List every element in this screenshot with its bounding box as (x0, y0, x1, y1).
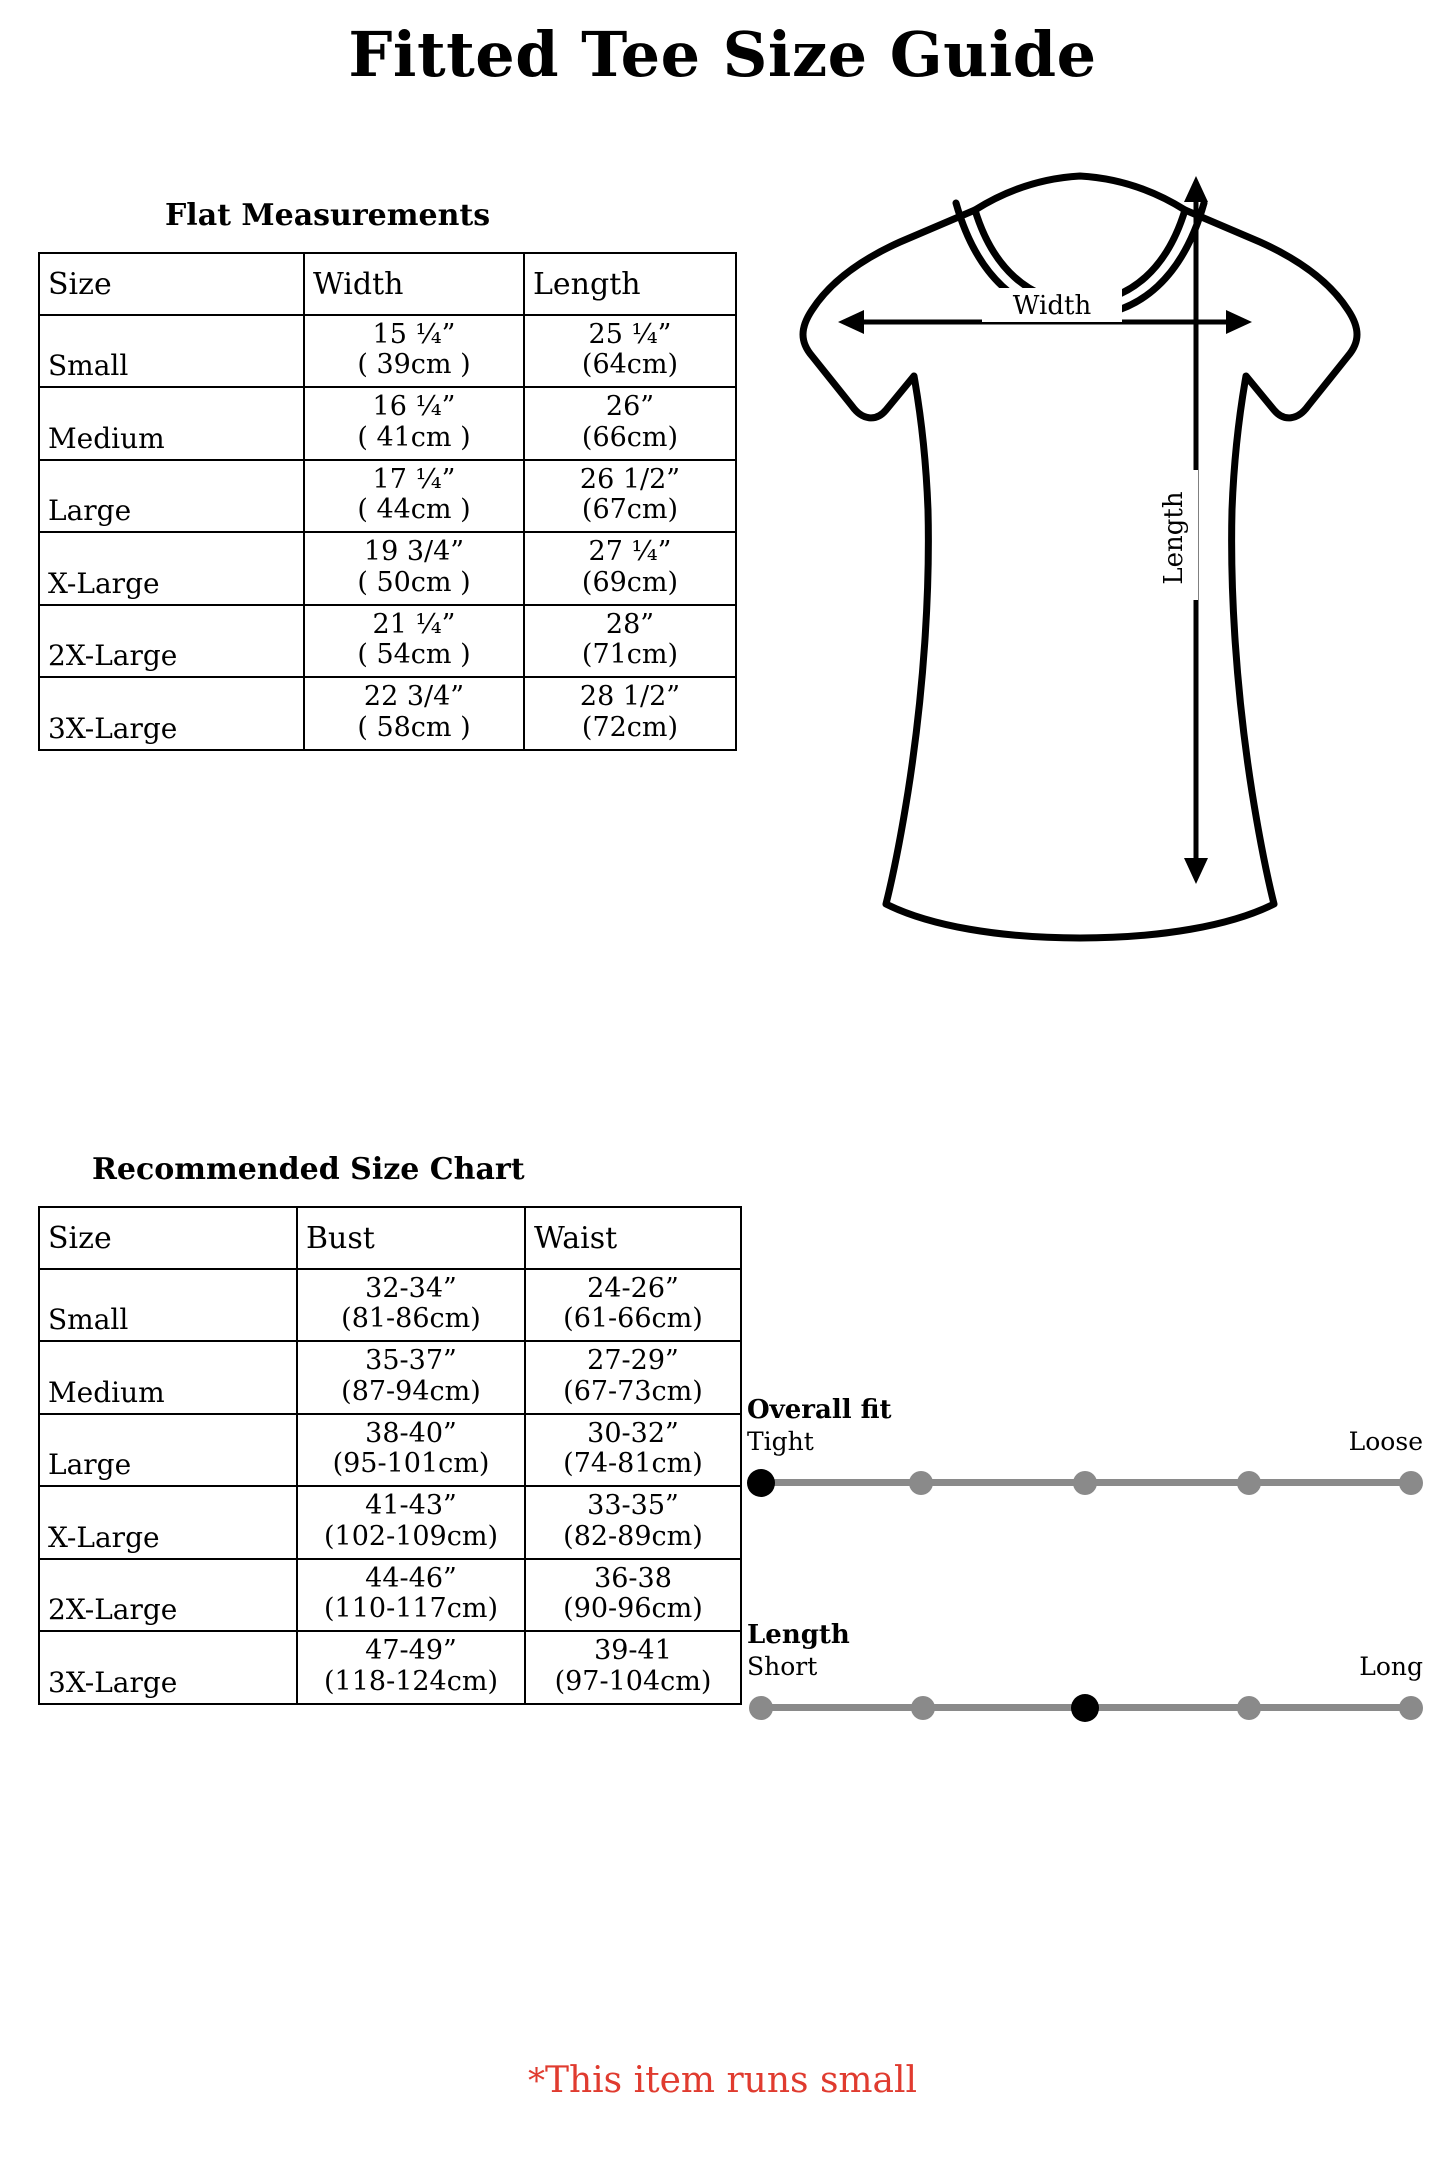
value-inches: 36-38 (594, 1562, 672, 1594)
value-inches: 33-35” (587, 1490, 679, 1522)
length-label: Length (1159, 491, 1189, 585)
table-header-row (39, 1207, 741, 1269)
value-inches: 47-49” (365, 1635, 457, 1667)
value-cm: (82-89cm) (563, 1520, 703, 1552)
table-row (39, 387, 736, 459)
cell-size: 3X-Large (39, 677, 304, 749)
cell-size: Medium (39, 1341, 297, 1413)
value-inches: 28 1/2” (579, 681, 681, 713)
length-scale-dot-1[interactable] (749, 1696, 773, 1720)
cell-width (304, 532, 524, 604)
cell-length (524, 532, 736, 604)
table-row (39, 1486, 741, 1558)
value-cm: ( 39cm ) (357, 349, 471, 381)
overall-fit-dot-5[interactable] (1399, 1471, 1423, 1495)
cell-bust (297, 1559, 525, 1631)
overall-fit-end-labels (745, 1427, 1425, 1461)
cell-length (524, 677, 736, 749)
overall-fit-scale (745, 1395, 1425, 1499)
value-inches: 32-34” (365, 1273, 457, 1304)
value-inches: 24-26” (587, 1273, 679, 1304)
value-inches: 21 ¼” (372, 608, 456, 640)
value-cm: (61-66cm) (563, 1303, 703, 1335)
asterisk-icon: * (527, 2061, 545, 2101)
value-inches: 16 ¼” (372, 391, 456, 423)
length-scale-dot-3[interactable] (1071, 1694, 1099, 1722)
value-cm: (97-104cm) (554, 1665, 712, 1697)
footnote (0, 2060, 1445, 2101)
cell-size: Small (39, 1269, 297, 1341)
value-cm: (71cm) (581, 639, 679, 671)
column-header-waist: Waist (525, 1207, 741, 1269)
value-inches: 26 1/2” (579, 463, 681, 495)
overall-fit-right-label: Loose (1348, 1427, 1423, 1456)
length-scale-right-label: Long (1359, 1652, 1423, 1681)
column-header-bust: Bust (297, 1207, 525, 1269)
value-cm: (102-109cm) (324, 1520, 498, 1552)
table-row (39, 605, 736, 677)
cell-bust (297, 1631, 525, 1703)
cell-waist (525, 1631, 741, 1703)
recommended-size-table (38, 1206, 742, 1705)
length-scale-dot-2[interactable] (911, 1696, 935, 1720)
table-row (39, 315, 736, 387)
cell-size: 2X-Large (39, 605, 304, 677)
table-row (39, 1631, 741, 1703)
overall-fit-dot-3[interactable] (1073, 1471, 1097, 1495)
value-inches: 25 ¼” (588, 319, 672, 350)
cell-length (524, 460, 736, 532)
cell-size: 3X-Large (39, 1631, 297, 1703)
value-cm: ( 54cm ) (357, 639, 471, 671)
flat-measurements-table (38, 252, 737, 751)
cell-length (524, 605, 736, 677)
value-cm: ( 44cm ) (357, 494, 471, 526)
cell-size: Small (39, 315, 304, 387)
cell-size: 2X-Large (39, 1559, 297, 1631)
value-inches: 44-46” (365, 1562, 457, 1594)
cell-bust (297, 1269, 525, 1341)
length-scale-track[interactable] (745, 1690, 1425, 1724)
cell-bust (297, 1486, 525, 1558)
overall-fit-dot-1[interactable] (747, 1469, 775, 1497)
value-inches: 19 3/4” (363, 536, 465, 568)
value-cm: (67cm) (581, 494, 679, 526)
overall-fit-dot-4[interactable] (1237, 1471, 1261, 1495)
table-row (39, 677, 736, 749)
width-label: Width (1012, 291, 1092, 321)
page-title: Fitted Tee Size Guide (348, 18, 1097, 91)
cell-size: Large (39, 460, 304, 532)
value-cm: (118-124cm) (324, 1665, 498, 1697)
table-row (39, 1414, 741, 1486)
overall-fit-left-label: Tight (747, 1427, 814, 1456)
value-inches: 26” (605, 391, 655, 423)
value-cm: (90-96cm) (563, 1593, 703, 1625)
cell-waist (525, 1486, 741, 1558)
value-inches: 27 ¼” (588, 536, 672, 568)
cell-waist (525, 1559, 741, 1631)
table-row (39, 1559, 741, 1631)
tshirt-diagram (760, 170, 1400, 980)
value-cm: (87-94cm) (341, 1375, 481, 1407)
value-inches: 38-40” (365, 1417, 457, 1449)
cell-width (304, 315, 524, 387)
value-inches: 15 ¼” (372, 319, 456, 350)
value-cm: ( 50cm ) (357, 566, 471, 598)
value-inches: 41-43” (365, 1490, 457, 1522)
table-row (39, 1269, 741, 1341)
overall-fit-title: Overall fit (747, 1395, 892, 1425)
length-scale-title: Length (747, 1620, 850, 1650)
cell-size: X-Large (39, 532, 304, 604)
value-inches: 27-29” (587, 1345, 679, 1377)
value-inches: 22 3/4” (363, 681, 465, 713)
overall-fit-track[interactable] (745, 1465, 1425, 1499)
value-cm: (81-86cm) (341, 1303, 481, 1335)
table-row (39, 532, 736, 604)
cell-width (304, 460, 524, 532)
cell-width (304, 605, 524, 677)
value-cm: (64cm) (581, 349, 679, 381)
value-cm: (67-73cm) (563, 1375, 703, 1407)
recommended-size-chart-heading: Recommended Size Chart (92, 1152, 525, 1187)
value-inches: 28” (605, 608, 655, 640)
value-cm: (74-81cm) (563, 1448, 703, 1480)
cell-length (524, 315, 736, 387)
table-header-row (39, 253, 736, 315)
cell-width (304, 677, 524, 749)
length-scale-dot-4[interactable] (1237, 1696, 1261, 1720)
length-scale-left-label: Short (747, 1652, 818, 1681)
cell-waist (525, 1341, 741, 1413)
column-header-size: Size (39, 1207, 297, 1269)
cell-waist (525, 1414, 741, 1486)
cell-length (524, 387, 736, 459)
footnote-text: This item runs small (544, 2060, 918, 2101)
value-cm: (72cm) (581, 711, 679, 743)
value-cm: (66cm) (581, 421, 679, 453)
flat-measurements-heading: Flat Measurements (165, 198, 491, 233)
table-row (39, 460, 736, 532)
cell-size: Medium (39, 387, 304, 459)
value-cm: (95-101cm) (332, 1448, 490, 1480)
value-inches: 39-41 (594, 1635, 672, 1667)
value-cm: (110-117cm) (324, 1593, 498, 1625)
cell-size: Large (39, 1414, 297, 1486)
cell-size: X-Large (39, 1486, 297, 1558)
cell-width (304, 387, 524, 459)
overall-fit-dot-2[interactable] (909, 1471, 933, 1495)
length-scale-end-labels (745, 1652, 1425, 1686)
cell-bust (297, 1341, 525, 1413)
cell-bust (297, 1414, 525, 1486)
value-cm: ( 41cm ) (357, 421, 471, 453)
table-row (39, 1341, 741, 1413)
length-scale (745, 1620, 1425, 1724)
value-cm: ( 58cm ) (357, 711, 471, 743)
value-inches: 30-32” (587, 1417, 679, 1449)
cell-waist (525, 1269, 741, 1341)
length-scale-dot-5[interactable] (1399, 1696, 1423, 1720)
column-header-size: Size (39, 253, 304, 315)
value-inches: 17 ¼” (372, 463, 456, 495)
column-header-width: Width (304, 253, 524, 315)
value-cm: (69cm) (581, 566, 679, 598)
column-header-length: Length (524, 253, 736, 315)
value-inches: 35-37” (365, 1345, 457, 1377)
